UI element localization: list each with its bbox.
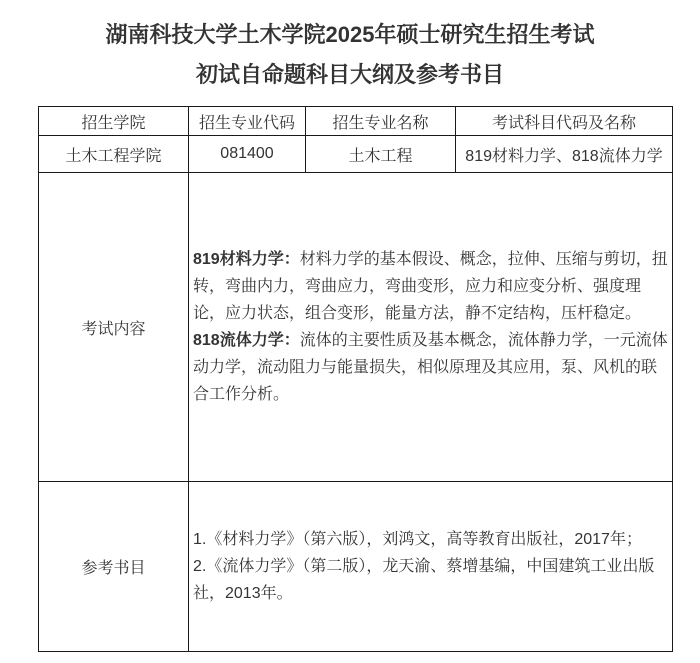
references-label: 参考书目: [39, 482, 189, 652]
exam-info-table: [38, 106, 673, 652]
title-line-2: 初试自命题科目大纲及参考书目: [195, 62, 504, 87]
exam-content-cell: [189, 173, 673, 482]
major-name-cell: 土木工程: [306, 136, 456, 173]
header-major-name: 招生专业名称: [306, 107, 456, 136]
document-page: [0, 15, 700, 663]
exam-content-label: 考试内容: [39, 173, 189, 482]
section-818-text: 流体的主要性质及基本概念，流体静力学，一元流体动力学，流动阻力与能量损失，相似原理及其应用，泵、风机的联合工作分析。: [193, 332, 668, 403]
table-info-row: [39, 136, 673, 173]
exam-content-row: [39, 173, 673, 482]
section-819-text: 材料力学的基本假设、概念，拉伸、压缩与剪切，扭转，弯曲内力，弯曲应力，弯曲变形，应力和应变分析、强度理论，应力状态，组合变形，能量方法，静不定结构，压杆稳定。: [193, 251, 668, 322]
exam-content-section-818: [193, 327, 668, 408]
header-major-code: 招生专业代码: [189, 107, 306, 136]
major-code-cell: 081400: [189, 136, 306, 173]
table-header-row: [39, 107, 673, 136]
reference-item-2: 2.《流体力学》（第二版），龙天渝、蔡增基编，中国建筑工业出版社，2013年。: [193, 558, 655, 602]
title-line-1: 湖南科技大学土木学院2025年硕士研究生招生考试: [105, 22, 595, 47]
header-exam-subjects: 考试科目代码及名称: [456, 107, 673, 136]
section-818-title: 818流体力学：: [193, 332, 300, 349]
references-row: [39, 482, 673, 652]
section-819-title: 819材料力学：: [193, 251, 300, 268]
header-college: 招生学院: [39, 107, 189, 136]
reference-item-1: 1.《材料力学》（第六版），刘鸿文，高等教育出版社，2017年；: [193, 531, 642, 548]
exam-subjects-cell: 819材料力学、818流体力学: [456, 136, 673, 173]
document-title: [0, 15, 700, 95]
references-cell: [189, 482, 673, 652]
exam-content-section-819: [193, 246, 668, 327]
college-cell: 土木工程学院: [39, 136, 189, 173]
